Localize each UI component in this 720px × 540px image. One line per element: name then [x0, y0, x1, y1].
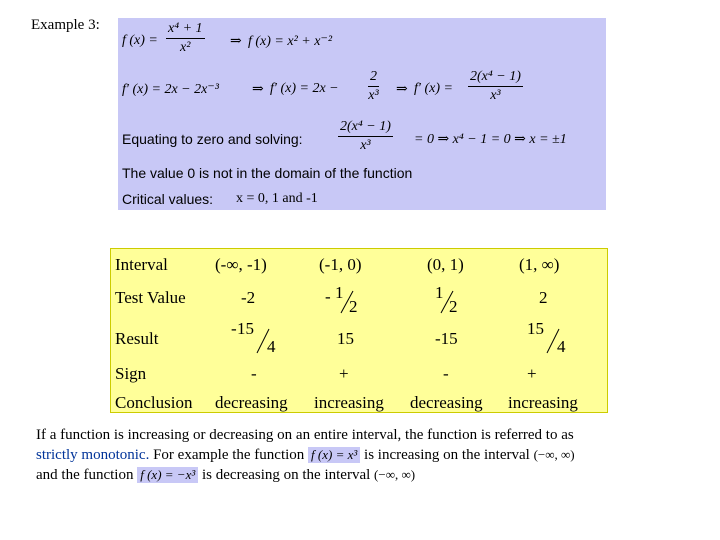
- paragraph-line-2-text: For example the function: [149, 447, 309, 463]
- sign-1: -: [251, 364, 257, 383]
- result-1-sign: -: [231, 319, 237, 338]
- line2-arrow1: ⇒: [252, 82, 264, 97]
- interval-2: (-1, 0): [319, 255, 362, 274]
- test-value-3: [435, 283, 471, 317]
- interval-1: (-∞, -1): [215, 255, 267, 274]
- row-label-test-value: Test Value: [115, 288, 186, 307]
- line3-fraction: [338, 119, 393, 154]
- monotonic-term: strictly monotonic.: [36, 447, 150, 463]
- test-value-3-num: 1: [435, 283, 444, 302]
- test-value-2-sign: -: [325, 287, 331, 306]
- paragraph-line-2-text-b: is increasing on the interval: [360, 447, 534, 463]
- row-label-result: Result: [115, 329, 159, 348]
- sign-2: +: [339, 364, 349, 383]
- line1-numerator: x⁴ + 1: [166, 21, 205, 39]
- line2-num-b: 2: [368, 69, 379, 87]
- line2-den-c: x³: [490, 88, 501, 103]
- interval-4: (1, ∞): [519, 255, 560, 274]
- sign-3: -: [443, 364, 449, 383]
- test-value-3-den: 2: [449, 297, 458, 316]
- paragraph-line-1: If a function is increasing or decreasing on an entire interval, the function is referred to as: [36, 427, 574, 443]
- result-4: [527, 319, 577, 357]
- result-4-den: 4: [557, 337, 566, 356]
- result-1-den: 4: [267, 337, 276, 356]
- line2-fraction-c: [468, 69, 523, 104]
- increasing-interval: (−∞, ∞): [533, 447, 575, 462]
- derivation-panel: [118, 18, 606, 210]
- test-value-4: 2: [539, 288, 548, 307]
- decreasing-function-formula: f (x) = −x³: [137, 467, 198, 483]
- sign-table: [110, 248, 608, 413]
- line1-arrow: ⇒: [230, 34, 242, 49]
- paragraph-line-3-text-b: is decreasing on the interval: [198, 467, 375, 483]
- critical-values: x = 0, 1 and -1: [236, 191, 318, 206]
- line1-lhs: f (x) =: [122, 33, 158, 48]
- test-value-1: -2: [241, 288, 256, 307]
- paragraph-line-2: [36, 447, 575, 464]
- line1-rhs: f (x) = x² + x⁻²: [248, 34, 333, 49]
- result-2: 15: [337, 329, 354, 348]
- result-1-num: 15: [237, 319, 254, 338]
- test-value-2: [325, 283, 361, 317]
- example-label: Example 3:: [31, 17, 100, 33]
- result-1: [231, 319, 281, 357]
- critical-values-label: Critical values:: [122, 191, 214, 207]
- interval-3: (0, 1): [427, 255, 464, 274]
- conclusion-1: decreasing: [215, 393, 288, 412]
- line3-den: x³: [360, 138, 371, 153]
- test-value-2-num: 1: [335, 283, 344, 302]
- line2-fraction-b: [368, 69, 379, 104]
- row-label-conclusion: Conclusion: [115, 393, 193, 412]
- conclusion-4: increasing: [508, 393, 578, 412]
- line2-derivative: f′ (x) = 2x − 2x⁻³: [122, 82, 219, 97]
- line2-num-c: 2(x⁴ − 1): [468, 69, 523, 87]
- line2-arrow2: ⇒: [396, 82, 408, 97]
- line2-derivative-b: f′ (x) = 2x −: [270, 81, 339, 96]
- line1-denominator: x²: [180, 40, 191, 55]
- decreasing-interval: (−∞, ∞): [374, 467, 416, 482]
- equating-text: Equating to zero and solving:: [122, 131, 303, 147]
- line2-den-b: x³: [368, 88, 379, 103]
- sign-4: +: [527, 364, 537, 383]
- paragraph-line-3: [36, 467, 415, 484]
- test-value-2-den: 2: [349, 297, 358, 316]
- domain-note: The value 0 is not in the domain of the function: [122, 165, 413, 181]
- row-label-interval: Interval: [115, 255, 168, 274]
- result-4-num: 15: [527, 319, 544, 338]
- conclusion-3: decreasing: [410, 393, 483, 412]
- line3-rest: = 0 ⇒ x⁴ − 1 = 0 ⇒ x = ±1: [414, 132, 567, 147]
- result-3: -15: [435, 329, 458, 348]
- row-label-sign: Sign: [115, 364, 147, 383]
- line2-derivative-c: f′ (x) =: [414, 81, 453, 96]
- paragraph-line-3-text: and the function: [36, 467, 138, 483]
- conclusion-2: increasing: [314, 393, 384, 412]
- increasing-function-formula: f (x) = x³: [308, 447, 360, 463]
- line3-num: 2(x⁴ − 1): [338, 119, 393, 137]
- line1-fraction: [166, 21, 205, 56]
